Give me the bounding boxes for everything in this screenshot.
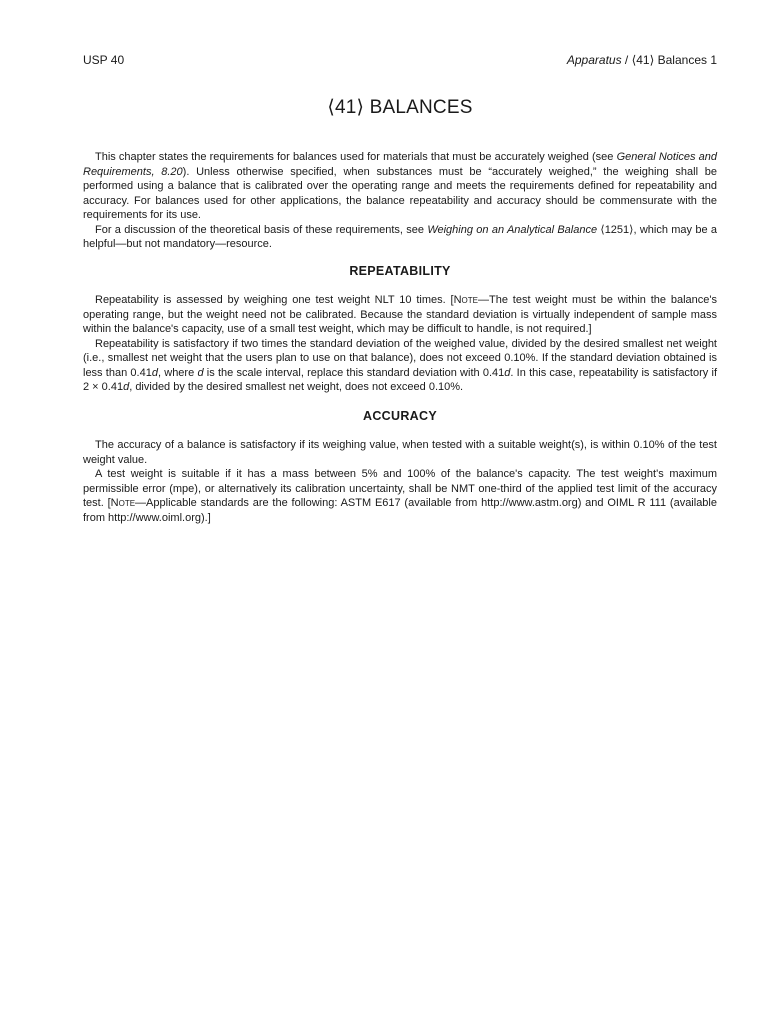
text-run: —The test weight must be within the balance's operating range, but the weight need not be calibrated. Because the standard deviation is virtually independent of sample mass within the balance's capacity, use of a small test weight, which may be difficult to handle, is not required.] [83, 294, 718, 335]
text-run: ). Unless otherwise specified, when substances must be “accurately weighed,” the weighing shall be performed using a balance that is calibrated over the operating range and meets the requirements defined for repeatability and accuracy. For balances used for other applications, the balance repeatability and accuracy should be commensurate with the requirements for its use. [83, 165, 718, 221]
text-run: This chapter states the requirements for balances used for materials that must be accurately weighed (see [95, 151, 617, 163]
repeatability-paragraph-1 [83, 293, 717, 337]
variable-d: d [123, 381, 130, 393]
repeatability-section [83, 293, 717, 395]
text-run: Repeatability is satisfactory if two times the standard deviation of the weighed value, divided by the desired smallest net weight (i.e., smallest net weight that the users plan to use on that balance), does not exceed 0.10%. If the standard deviation obtained is less than 0.41 [83, 337, 717, 379]
text-run: . In this case, repeatability is satisfactory if 2 × 0.41 [83, 366, 717, 393]
intro-paragraph-2 [83, 223, 717, 252]
text-run: , divided by the desired smallest net weight, does not exceed 0.10%. [129, 381, 464, 393]
chapter-title: ⟨41⟩ BALANCES [327, 97, 473, 118]
running-head-section: Apparatus [566, 53, 622, 67]
text-run: —Applicable standards are the following: ASTM E617 (available from http://www.astm.org) and OIML R 111 (available from http://www.oiml.org).] [83, 497, 717, 524]
cross-reference: General Notices and Requirements, 8.20 [83, 151, 717, 178]
intro-paragraph-1 [83, 150, 717, 223]
text-run: A test weight is suitable if it has a mass between 5% and 100% of the balance's capacity. The test weight's maximum permissible error (mpe), or alternatively its calibration uncertainty, shall be NMT one-third of the applied test limit of the accuracy test. [ [83, 468, 717, 509]
running-head [83, 53, 717, 69]
accuracy-paragraph-1: The accuracy of a balance is satisfactory if its weighing value, when tested with a suitable weight(s), is within 0.10% of the test weight value. [83, 439, 717, 466]
variable-d: d [197, 366, 204, 379]
intro-section [83, 150, 717, 252]
note-label: Note [110, 497, 136, 509]
variable-d: d [151, 366, 158, 379]
text-run: , where [157, 366, 198, 379]
repeatability-paragraph-2 [83, 337, 717, 395]
text-run: ⟨1251⟩, which may be a helpful—but not mandatory—resource. [83, 223, 717, 250]
heading-repeatability: REPEATABILITY [349, 264, 451, 278]
running-head-left: USP 40 [83, 53, 125, 67]
accuracy-section [83, 438, 717, 525]
heading-accuracy: ACCURACY [363, 409, 437, 423]
note-label: Note [453, 294, 478, 306]
cross-reference: Weighing on an Analytical Balance [427, 223, 598, 236]
text-run: is the scale interval, replace this standard deviation with 0.41 [203, 366, 505, 379]
running-head-chapter: / ⟨41⟩ Balances 1 [621, 53, 717, 67]
accuracy-paragraph-2 [83, 467, 717, 525]
variable-d: d [504, 366, 511, 379]
running-head-right [567, 53, 717, 67]
text-run: Repeatability is assessed by weighing one test weight NLT 10 times. [ [95, 294, 454, 306]
text-run: For a discussion of the theoretical basis of these requirements, see [95, 223, 428, 236]
